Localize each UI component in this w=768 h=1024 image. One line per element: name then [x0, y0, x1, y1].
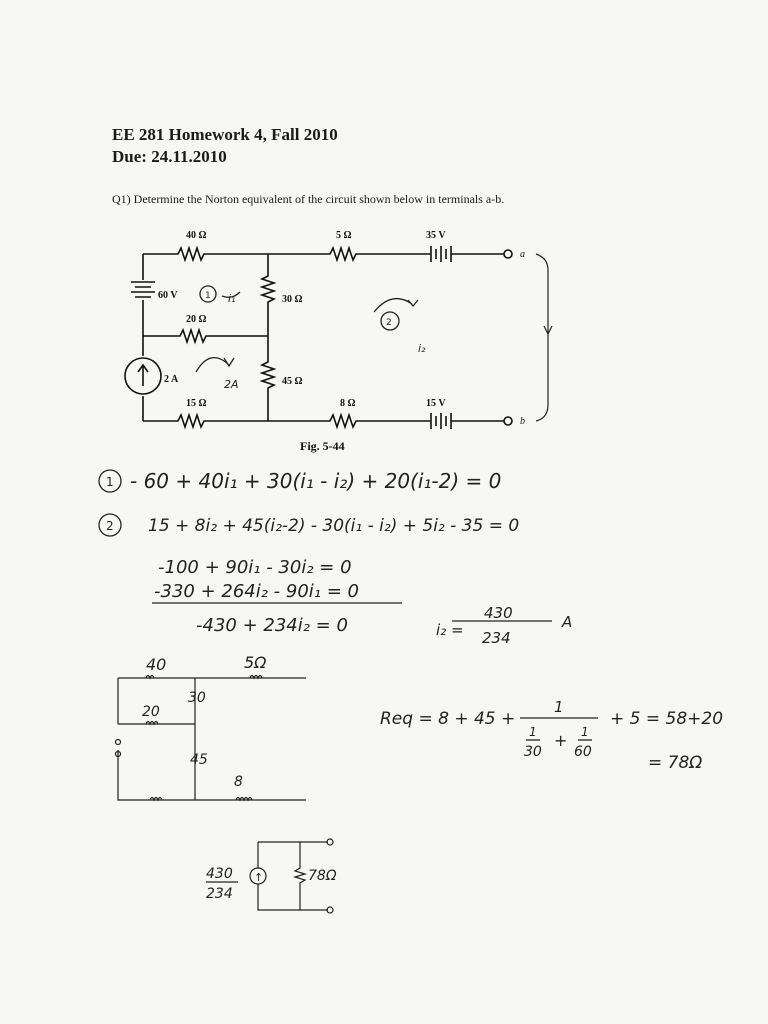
label-40-ohm: 40 Ω — [186, 230, 207, 241]
label-terminal-a: a — [520, 249, 525, 260]
req-den-a: 1 — [529, 725, 537, 739]
label-45-ohm: 45 Ω — [282, 376, 303, 387]
req-den-plus: + — [554, 731, 568, 750]
label-5-ohm: 5 Ω — [336, 230, 352, 241]
norton-current-num: 430 — [206, 866, 233, 882]
i2-denominator: 234 — [482, 629, 511, 647]
norton-current-den: 234 — [206, 886, 233, 902]
label-35-volt: 35 V — [426, 230, 446, 241]
due-date-line: Due: 24.11.2010 — [112, 147, 227, 166]
sum-eq: -430 + 234i₂ = 0 — [196, 615, 348, 636]
question-text: Q1) Determine the Norton equivalent of the circuit shown below in terminals a-b. — [112, 192, 505, 206]
req-calculation — [370, 690, 760, 780]
loop1-current: i₁ — [228, 292, 236, 305]
eq1-marker: 1 — [106, 475, 114, 489]
norton-equivalent — [190, 830, 360, 920]
label-20-ohm: 20 Ω — [186, 314, 207, 325]
req-den-a-bottom: 30 — [524, 744, 542, 760]
req-result: = 78Ω — [648, 753, 703, 773]
eq2-marker: 2 — [106, 519, 114, 533]
sketch-r30: 30 — [188, 690, 206, 706]
req-lhs: Req = 8 + 45 + — [380, 709, 516, 729]
label-2-amp: 2 A — [164, 374, 179, 385]
req-den-b-bottom: 60 — [574, 744, 592, 760]
loop1-number: 1 — [205, 291, 211, 301]
label-60-volt: 60 V — [158, 290, 178, 301]
sketch-r45: 45 — [190, 752, 208, 768]
sketch-r5: 5Ω — [244, 653, 267, 672]
norton-source-arrow-icon: ↑ — [254, 871, 264, 884]
i2-unit: A — [562, 613, 573, 631]
label-8-ohm: 8 Ω — [340, 398, 356, 409]
i2-lhs: i₂ = — [436, 621, 464, 639]
loop2-number: 2 — [386, 318, 392, 328]
req-network-sketch — [0, 650, 340, 810]
loop2-current: i₂ — [418, 342, 426, 355]
simplified-eq-1: -100 + 90i₁ - 30i₂ = 0 — [158, 557, 352, 578]
i2-numerator: 430 — [484, 604, 513, 622]
sketch-r20: 20 — [142, 704, 160, 720]
sketch-r40: 40 — [146, 655, 167, 674]
label-terminal-b: b — [520, 416, 525, 427]
loop-2a-current: 2A — [224, 378, 239, 391]
circuit-diagram — [0, 0, 768, 470]
req-den-b: 1 — [581, 725, 589, 739]
mesh-equations — [0, 455, 768, 655]
mesh-eq-1: - 60 + 40i₁ + 30(i₁ - i₂) + 20(i₁-2) = 0 — [130, 469, 502, 493]
label-15-volt: 15 V — [426, 398, 446, 409]
req-rhs: + 5 = 58+20 — [610, 709, 724, 729]
label-30-ohm: 30 Ω — [282, 294, 303, 305]
simplified-eq-2: -330 + 264i₂ - 90i₁ = 0 — [154, 581, 359, 602]
norton-resistor-label: 78Ω — [308, 868, 337, 884]
figure-caption: Fig. 5-44 — [300, 439, 345, 453]
title-line: EE 281 Homework 4, Fall 2010 — [112, 125, 338, 144]
label-15-ohm: 15 Ω — [186, 398, 207, 409]
sketch-r8: 8 — [234, 774, 243, 790]
mesh-eq-2: 15 + 8i₂ + 45(i₂-2) - 30(i₁ - i₂) + 5i₂ - 35 = 0 — [148, 516, 520, 536]
req-numerator: 1 — [554, 698, 564, 716]
